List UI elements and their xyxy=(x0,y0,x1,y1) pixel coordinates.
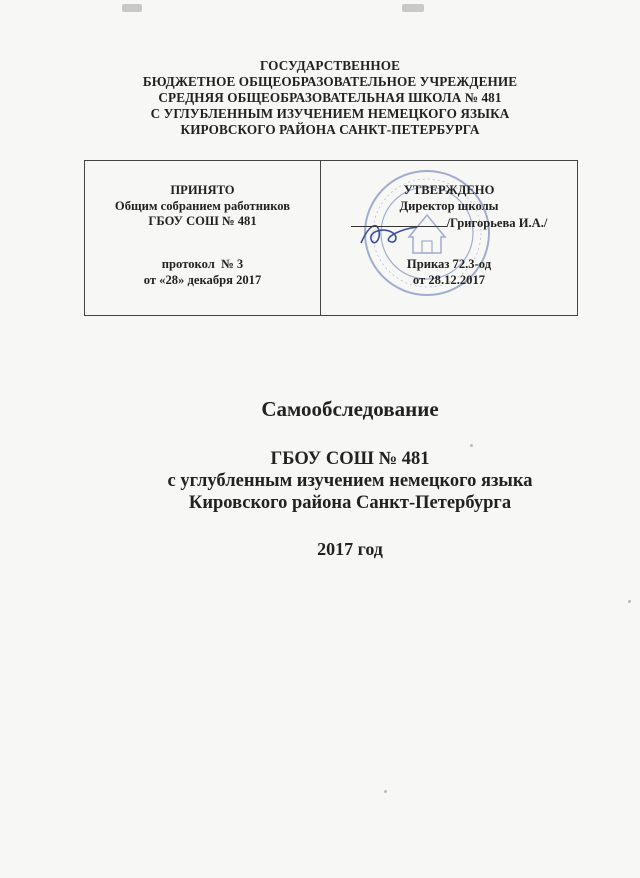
accepted-cell xyxy=(85,161,321,315)
approved-signatory: /Григорьева И.А./ xyxy=(446,216,548,230)
school-name xyxy=(110,448,590,514)
accepted-heading: ПРИНЯТО xyxy=(170,183,235,197)
scan-speck xyxy=(628,600,631,603)
header-line: ГОСУДАРСТВЕННОЕ xyxy=(260,58,400,73)
approved-position: Директор школы xyxy=(399,198,499,213)
approved-signature-line xyxy=(321,214,577,232)
approved-heading: УТВЕРЖДЕНО xyxy=(403,183,495,197)
header-line: СРЕДНЯЯ ОБЩЕОБРАЗОВАТЕЛЬНАЯ ШКОЛА № 481 xyxy=(158,90,502,105)
scan-speck xyxy=(384,790,387,793)
signature-underline xyxy=(351,214,447,227)
institution-header xyxy=(60,58,600,138)
header-line: С УГЛУБЛЕННЫМ ИЗУЧЕНИЕМ НЕМЕЦКОГО ЯЗЫКА xyxy=(150,106,510,121)
scan-mark xyxy=(122,4,142,12)
scan-speck xyxy=(470,444,473,447)
approved-date: от 28.12.2017 xyxy=(412,272,486,287)
school-name-line: ГБОУ СОШ № 481 xyxy=(270,449,430,469)
approval-table xyxy=(84,160,578,316)
accepted-protocol: протокол № 3 xyxy=(161,257,244,271)
report-year: 2017 год xyxy=(317,539,383,559)
header-line: КИРОВСКОГО РАЙОНА САНКТ-ПЕТЕРБУРГА xyxy=(180,122,480,137)
scan-marks xyxy=(0,4,640,14)
title-block xyxy=(110,396,590,560)
accepted-body-line: Общим собранием работников xyxy=(114,198,291,213)
accepted-body-line: ГБОУ СОШ № 481 xyxy=(148,214,257,228)
scan-mark xyxy=(402,4,424,12)
approved-cell xyxy=(321,161,577,315)
school-name-line: Кировского района Санкт-Петербурга xyxy=(188,493,512,513)
accepted-date: от «28» декабря 2017 xyxy=(143,272,262,287)
document-title: Самообследование xyxy=(261,397,439,421)
school-name-line: с углубленным изучением немецкого языка xyxy=(167,471,533,491)
header-line: БЮДЖЕТНОЕ ОБЩЕОБРАЗОВАТЕЛЬНОЕ УЧРЕЖДЕНИЕ xyxy=(142,74,518,89)
approved-order: Приказ 72.3-од xyxy=(406,257,492,271)
